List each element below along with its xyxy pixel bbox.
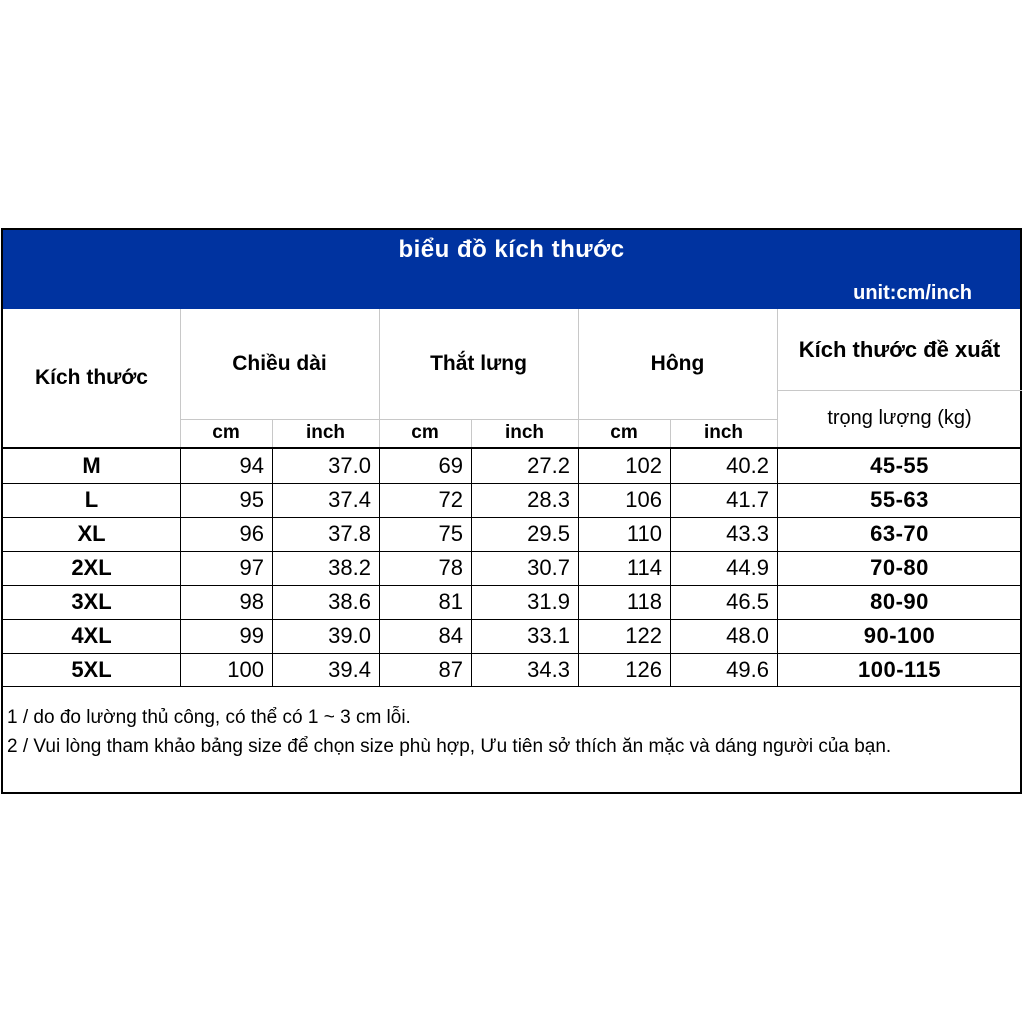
length-cm-cell: 97 <box>239 555 264 580</box>
subheader-waist-cm: cm <box>411 422 439 443</box>
weight-cell: 80-90 <box>870 589 929 614</box>
chart-title: biểu đồ kích thước <box>398 236 625 263</box>
grid-line <box>670 419 671 447</box>
length-inch-cell: 37.4 <box>328 487 371 512</box>
waist-inch-cell: 29.5 <box>527 521 570 546</box>
chart-banner <box>3 230 1020 309</box>
subheader-hip-cm: cm <box>610 422 638 443</box>
notes <box>7 703 1007 761</box>
grid-line <box>379 449 380 686</box>
hip-inch-cell: 49.6 <box>726 657 769 682</box>
grid-line <box>379 309 380 447</box>
hip-inch-cell: 41.7 <box>726 487 769 512</box>
size-cell: 5XL <box>71 657 112 682</box>
weight-cell: 55-63 <box>870 487 929 512</box>
subheader-hip-inch: inch <box>703 422 744 443</box>
waist-cm-cell: 87 <box>438 657 463 682</box>
hip-inch-cell: 40.2 <box>726 453 769 478</box>
subheader-length-inch: inch <box>305 422 346 443</box>
hip-cm-cell: 122 <box>625 623 662 648</box>
weight-cell: 45-55 <box>870 453 929 478</box>
hip-inch-cell: 46.5 <box>726 589 769 614</box>
row-divider <box>3 585 1022 586</box>
subheader-waist-inch: inch <box>504 422 545 443</box>
waist-inch-cell: 33.1 <box>527 623 570 648</box>
row-divider <box>3 653 1022 654</box>
length-cm-cell: 95 <box>239 487 264 512</box>
note-2: 2 / Vui lòng tham khảo bảng size để chọn size phù hợp, Ưu tiên sở thích ăn mặc và dáng người của bạn. <box>7 736 892 757</box>
size-cell: 2XL <box>71 555 112 580</box>
header-size: Kích thước <box>35 366 148 389</box>
length-inch-cell: 39.4 <box>328 657 371 682</box>
size-chart <box>1 228 1022 794</box>
size-cell: 4XL <box>71 623 112 648</box>
row-divider <box>3 619 1022 620</box>
waist-inch-cell: 28.3 <box>527 487 570 512</box>
weight-cell: 63-70 <box>870 521 929 546</box>
grid-line <box>777 390 1022 391</box>
hip-cm-cell: 114 <box>626 555 662 580</box>
header-recommend: Kích thước đề xuất <box>798 336 1001 362</box>
length-cm-cell: 98 <box>239 589 264 614</box>
size-cell: XL <box>77 521 106 546</box>
grid-line <box>180 449 181 686</box>
waist-inch-cell: 34.3 <box>527 657 570 682</box>
hip-inch-cell: 48.0 <box>726 623 769 648</box>
length-cm-cell: 100 <box>227 657 264 682</box>
grid-line <box>272 449 273 686</box>
grid-line <box>578 449 579 686</box>
note-1: 1 / do đo lường thủ công, có thể có 1 ~ 3 cm lỗi. <box>7 707 411 728</box>
row-divider <box>3 483 1022 484</box>
grid-line <box>578 309 579 447</box>
header-waist: Thắt lưng <box>430 352 527 375</box>
hip-inch-cell: 44.9 <box>726 555 769 580</box>
waist-cm-cell: 72 <box>438 487 463 512</box>
length-inch-cell: 39.0 <box>328 623 371 648</box>
length-inch-cell: 38.2 <box>328 555 371 580</box>
length-cm-cell: 94 <box>239 453 264 478</box>
unit-label: unit:cm/inch <box>853 282 972 304</box>
hip-cm-cell: 118 <box>626 589 662 614</box>
waist-cm-cell: 78 <box>438 555 463 580</box>
waist-inch-cell: 27.2 <box>527 453 570 478</box>
length-inch-cell: 37.8 <box>328 521 371 546</box>
size-cell: 3XL <box>71 589 112 614</box>
row-divider <box>3 551 1022 552</box>
grid-line <box>670 449 671 686</box>
hip-cm-cell: 126 <box>625 657 662 682</box>
weight-cell: 70-80 <box>870 555 929 580</box>
waist-inch-cell: 31.9 <box>527 589 570 614</box>
grid-line <box>777 309 778 447</box>
size-cell: M <box>82 453 101 478</box>
waist-cm-cell: 69 <box>438 453 463 478</box>
waist-cm-cell: 75 <box>438 521 463 546</box>
waist-inch-cell: 30.7 <box>527 555 570 580</box>
row-divider <box>3 517 1022 518</box>
length-inch-cell: 37.0 <box>328 453 371 478</box>
hip-cm-cell: 102 <box>625 453 662 478</box>
table-bottom-border <box>3 686 1022 687</box>
subheader-length-cm: cm <box>212 422 240 443</box>
grid-line <box>272 419 273 447</box>
weight-cell: 90-100 <box>863 623 936 648</box>
header-length: Chiều dài <box>232 352 327 375</box>
length-cm-cell: 96 <box>239 521 264 546</box>
grid-line <box>180 309 181 447</box>
waist-cm-cell: 84 <box>438 623 463 648</box>
hip-inch-cell: 43.3 <box>726 521 769 546</box>
hip-cm-cell: 110 <box>626 521 662 546</box>
grid-line <box>777 449 778 686</box>
hip-cm-cell: 106 <box>625 487 662 512</box>
size-cell: L <box>84 487 99 512</box>
waist-cm-cell: 81 <box>438 589 463 614</box>
header-weight: trọng lượng (kg) <box>827 407 972 429</box>
length-cm-cell: 99 <box>239 623 264 648</box>
grid-line <box>471 449 472 686</box>
length-inch-cell: 38.6 <box>328 589 371 614</box>
grid-line <box>180 419 777 420</box>
weight-cell: 100-115 <box>857 657 942 682</box>
grid-line <box>471 419 472 447</box>
header-hip: Hông <box>650 352 705 375</box>
